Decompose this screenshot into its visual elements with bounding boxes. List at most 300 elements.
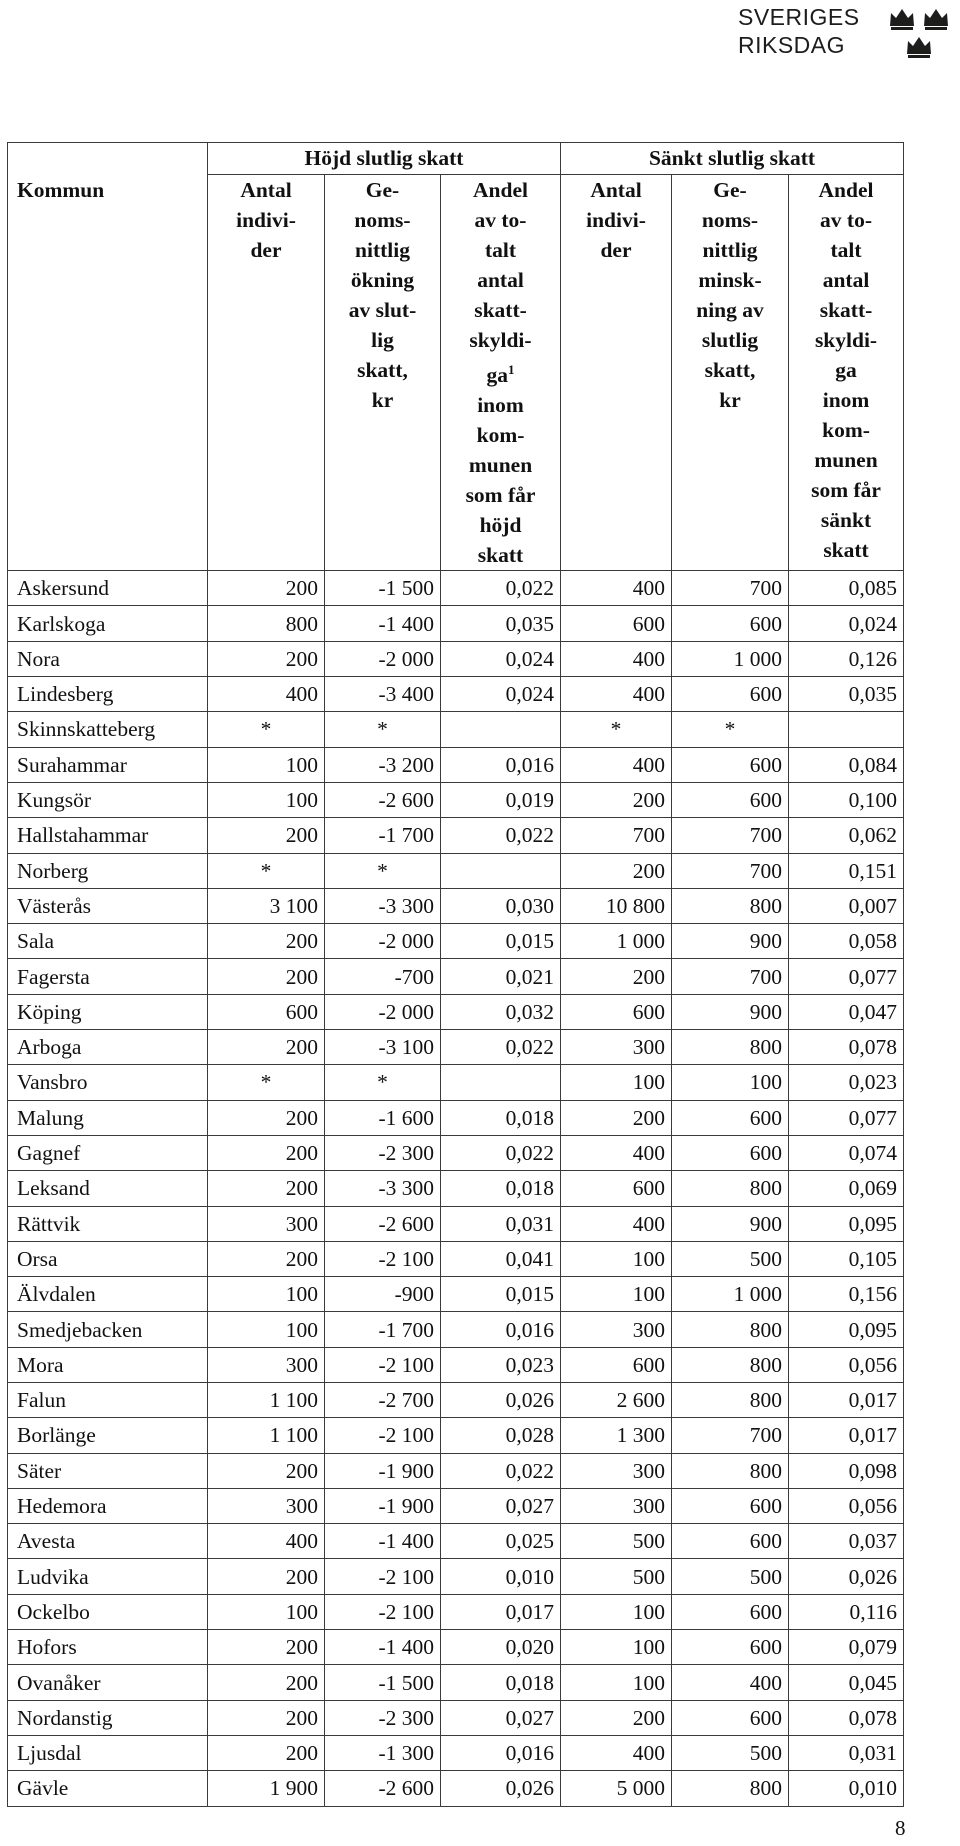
table-cell: 0,024 bbox=[441, 641, 561, 676]
table-cell: -2 000 bbox=[325, 641, 441, 676]
column-header-kommun: Kommun bbox=[8, 175, 208, 571]
table-cell: 200 bbox=[208, 1241, 325, 1276]
kommun-name-cell: Hofors bbox=[8, 1630, 208, 1665]
kommun-name-cell: Leksand bbox=[8, 1171, 208, 1206]
table-cell: * bbox=[208, 1065, 325, 1100]
table-cell: 600 bbox=[672, 677, 789, 712]
kommun-name-cell: Arboga bbox=[8, 1030, 208, 1065]
table-row bbox=[8, 1135, 904, 1170]
table-cell: 0,016 bbox=[441, 1312, 561, 1347]
table-cell: 600 bbox=[561, 1171, 672, 1206]
table-cell: -2 100 bbox=[325, 1241, 441, 1276]
table-cell: 400 bbox=[561, 641, 672, 676]
table-cell: -900 bbox=[325, 1277, 441, 1312]
logo-text-line1: SVERIGES bbox=[738, 4, 860, 30]
crown-icon bbox=[922, 6, 950, 30]
table-cell: 200 bbox=[561, 1100, 672, 1135]
table-cell: -1 900 bbox=[325, 1488, 441, 1523]
kommun-name-cell: Hallstahammar bbox=[8, 818, 208, 853]
table-cell: 0,041 bbox=[441, 1241, 561, 1276]
corner-cell bbox=[8, 143, 208, 175]
table-row bbox=[8, 1594, 904, 1629]
table-cell: 300 bbox=[561, 1488, 672, 1523]
table-cell: 600 bbox=[672, 1488, 789, 1523]
kommun-name-cell: Kungsör bbox=[8, 782, 208, 817]
kommun-name-cell: Askersund bbox=[8, 571, 208, 606]
table-cell: * bbox=[208, 853, 325, 888]
table-cell: 300 bbox=[208, 1206, 325, 1241]
table-cell: 300 bbox=[561, 1453, 672, 1488]
table-cell: 0,016 bbox=[441, 1735, 561, 1770]
table-cell: * bbox=[325, 712, 441, 747]
table-cell: 600 bbox=[561, 606, 672, 641]
table-cell: 0,078 bbox=[789, 1700, 904, 1735]
table-cell: 600 bbox=[672, 1630, 789, 1665]
table-row bbox=[8, 1418, 904, 1453]
table-cell: 200 bbox=[208, 1700, 325, 1735]
column-header-lowered-share: Andel av to- talt antal skatt- skyldi- ga inom kom- munen som får sänkt skatt bbox=[789, 175, 904, 571]
kommun-name-cell: Smedjebacken bbox=[8, 1312, 208, 1347]
table-cell: -2 100 bbox=[325, 1418, 441, 1453]
table-cell bbox=[441, 853, 561, 888]
column-header-raised-share: Andel av to- talt antal skatt- skyldi- $ga^1$ inom kom- munen som får höjd skatt bbox=[441, 175, 561, 571]
table-cell: 200 bbox=[208, 924, 325, 959]
table-cell: 0,031 bbox=[789, 1735, 904, 1770]
kommun-name-cell: Köping bbox=[8, 994, 208, 1029]
table-cell: 600 bbox=[672, 1700, 789, 1735]
table-cell: 600 bbox=[672, 1524, 789, 1559]
table-cell: -1 300 bbox=[325, 1735, 441, 1770]
table-cell: 0,026 bbox=[789, 1559, 904, 1594]
table-cell: 0,027 bbox=[441, 1700, 561, 1735]
table-cell: 0,010 bbox=[441, 1559, 561, 1594]
table-cell: 200 bbox=[208, 1030, 325, 1065]
table-cell: 0,035 bbox=[789, 677, 904, 712]
table-cell: 0,084 bbox=[789, 747, 904, 782]
kommun-name-cell: Borlänge bbox=[8, 1418, 208, 1453]
table-cell: 400 bbox=[672, 1665, 789, 1700]
column-header-raised-avg: Ge- noms- nittlig ökning av slut- lig skatt, kr bbox=[325, 175, 441, 571]
table-cell: 0,024 bbox=[441, 677, 561, 712]
logo-text-line2: RIKSDAG bbox=[738, 32, 846, 58]
table-cell: 800 bbox=[672, 1347, 789, 1382]
kommun-name-cell: Malung bbox=[8, 1100, 208, 1135]
kommun-name-cell: Lindesberg bbox=[8, 677, 208, 712]
table-cell: 200 bbox=[561, 959, 672, 994]
table-cell bbox=[441, 712, 561, 747]
table-cell: * bbox=[325, 853, 441, 888]
table-cell: 0,017 bbox=[789, 1418, 904, 1453]
table-cell: 200 bbox=[561, 782, 672, 817]
table-cell: 700 bbox=[672, 853, 789, 888]
table-row bbox=[8, 1382, 904, 1417]
table-cell: 200 bbox=[208, 1453, 325, 1488]
table-cell: 600 bbox=[672, 1100, 789, 1135]
table-cell: 600 bbox=[208, 994, 325, 1029]
table-cell: 800 bbox=[672, 1382, 789, 1417]
table-cell: 100 bbox=[208, 747, 325, 782]
kommun-name-cell: Ockelbo bbox=[8, 1594, 208, 1629]
table-cell: 700 bbox=[672, 571, 789, 606]
table-cell: 1 000 bbox=[561, 924, 672, 959]
table-cell: -2 100 bbox=[325, 1559, 441, 1594]
table-cell: 100 bbox=[208, 782, 325, 817]
table-cell: 0,025 bbox=[441, 1524, 561, 1559]
table-cell: 100 bbox=[208, 1594, 325, 1629]
table-cell: 800 bbox=[672, 1171, 789, 1206]
table-cell: 2 600 bbox=[561, 1382, 672, 1417]
table-cell: 200 bbox=[208, 1630, 325, 1665]
table-cell: 1 000 bbox=[672, 641, 789, 676]
table-cell: 900 bbox=[672, 994, 789, 1029]
table-cell: 200 bbox=[208, 1559, 325, 1594]
table-cell: -2 600 bbox=[325, 782, 441, 817]
table-cell: -3 400 bbox=[325, 677, 441, 712]
table-row bbox=[8, 1347, 904, 1382]
table-cell: -1 400 bbox=[325, 606, 441, 641]
kommun-name-cell: Avesta bbox=[8, 1524, 208, 1559]
table-cell: 200 bbox=[208, 1665, 325, 1700]
table-cell: 200 bbox=[208, 1171, 325, 1206]
kommun-name-cell: Sala bbox=[8, 924, 208, 959]
page-number: 8 bbox=[895, 1816, 906, 1840]
table-cell bbox=[441, 1065, 561, 1100]
table-cell: -2 300 bbox=[325, 1700, 441, 1735]
group-header-raised: Höjd slutlig skatt bbox=[208, 143, 561, 175]
group-header-lowered: Sänkt slutlig skatt bbox=[561, 143, 904, 175]
table-cell: 700 bbox=[561, 818, 672, 853]
kommun-name-cell: Ljusdal bbox=[8, 1735, 208, 1770]
table-row bbox=[8, 994, 904, 1029]
table-cell: 0,062 bbox=[789, 818, 904, 853]
table-cell: 0,030 bbox=[441, 888, 561, 923]
table-cell: -2 000 bbox=[325, 994, 441, 1029]
table-cell: 800 bbox=[672, 1030, 789, 1065]
table-cell: 100 bbox=[561, 1594, 672, 1629]
table-cell: * bbox=[672, 712, 789, 747]
column-header-row bbox=[8, 175, 904, 571]
kommun-name-cell: Västerås bbox=[8, 888, 208, 923]
kommun-name-cell: Fagersta bbox=[8, 959, 208, 994]
table-cell: 0,056 bbox=[789, 1488, 904, 1523]
table-cell: 100 bbox=[561, 1065, 672, 1100]
table-cell: 600 bbox=[561, 994, 672, 1029]
table-row bbox=[8, 853, 904, 888]
table-cell: 900 bbox=[672, 924, 789, 959]
table-row bbox=[8, 1665, 904, 1700]
table-cell: 0,077 bbox=[789, 959, 904, 994]
crown-icon bbox=[905, 34, 933, 58]
table-cell: 0,020 bbox=[441, 1630, 561, 1665]
table-cell: 300 bbox=[561, 1030, 672, 1065]
table-cell: 0,017 bbox=[441, 1594, 561, 1629]
table-cell: 700 bbox=[672, 818, 789, 853]
table-cell: 200 bbox=[208, 641, 325, 676]
table-cell: 100 bbox=[208, 1312, 325, 1347]
table-row bbox=[8, 1277, 904, 1312]
table-cell: 400 bbox=[561, 747, 672, 782]
table-row bbox=[8, 1630, 904, 1665]
table-cell: 0,098 bbox=[789, 1453, 904, 1488]
table-cell: 600 bbox=[672, 1135, 789, 1170]
table-cell: 0,151 bbox=[789, 853, 904, 888]
table-cell: 0,022 bbox=[441, 1030, 561, 1065]
table-cell: 0,018 bbox=[441, 1171, 561, 1206]
table-cell: 400 bbox=[561, 1735, 672, 1770]
table-cell: * bbox=[325, 1065, 441, 1100]
table-cell: 0,022 bbox=[441, 1135, 561, 1170]
table-cell: 0,037 bbox=[789, 1524, 904, 1559]
table-cell: -2 700 bbox=[325, 1382, 441, 1417]
table-cell: -3 300 bbox=[325, 888, 441, 923]
table-cell: 100 bbox=[561, 1665, 672, 1700]
table-cell: 600 bbox=[672, 782, 789, 817]
kommun-name-cell: Vansbro bbox=[8, 1065, 208, 1100]
table-cell: 0,156 bbox=[789, 1277, 904, 1312]
table-cell: 500 bbox=[561, 1524, 672, 1559]
table-row bbox=[8, 1771, 904, 1806]
table-cell: 5 000 bbox=[561, 1771, 672, 1806]
table-row bbox=[8, 747, 904, 782]
table-cell: 0,016 bbox=[441, 747, 561, 782]
table-cell: 400 bbox=[561, 1135, 672, 1170]
table-cell: 700 bbox=[672, 1418, 789, 1453]
column-header-raised-count: Antal indivi- der bbox=[208, 175, 325, 571]
table-cell: 0,021 bbox=[441, 959, 561, 994]
table-cell: 0,069 bbox=[789, 1171, 904, 1206]
kommun-name-cell: Falun bbox=[8, 1382, 208, 1417]
table-row bbox=[8, 959, 904, 994]
table-cell: 0,022 bbox=[441, 571, 561, 606]
table-cell: 1 100 bbox=[208, 1418, 325, 1453]
tax-change-table bbox=[7, 142, 904, 1807]
table-row bbox=[8, 1488, 904, 1523]
table-cell: 0,032 bbox=[441, 994, 561, 1029]
table-cell: 0,116 bbox=[789, 1594, 904, 1629]
table-cell: 0,007 bbox=[789, 888, 904, 923]
table-cell: 300 bbox=[208, 1347, 325, 1382]
table-cell: 0,047 bbox=[789, 994, 904, 1029]
table-row bbox=[8, 1453, 904, 1488]
table-cell: 0,074 bbox=[789, 1135, 904, 1170]
table-cell: -2 100 bbox=[325, 1347, 441, 1382]
table-cell: 0,078 bbox=[789, 1030, 904, 1065]
table-cell: 800 bbox=[672, 888, 789, 923]
table-cell bbox=[789, 712, 904, 747]
table-cell: 100 bbox=[672, 1065, 789, 1100]
table-row bbox=[8, 606, 904, 641]
table-cell: -3 200 bbox=[325, 747, 441, 782]
table-cell: 0,024 bbox=[789, 606, 904, 641]
table-cell: 0,077 bbox=[789, 1100, 904, 1135]
crown-icon bbox=[888, 6, 916, 30]
table-cell: 10 800 bbox=[561, 888, 672, 923]
table-row bbox=[8, 818, 904, 853]
table-cell: 1 000 bbox=[672, 1277, 789, 1312]
table-row bbox=[8, 1559, 904, 1594]
table-cell: -3 100 bbox=[325, 1030, 441, 1065]
table-cell: 900 bbox=[672, 1206, 789, 1241]
table-cell: 0,105 bbox=[789, 1241, 904, 1276]
table-cell: 100 bbox=[208, 1277, 325, 1312]
table-cell: 0,095 bbox=[789, 1312, 904, 1347]
table-cell: -2 300 bbox=[325, 1135, 441, 1170]
table-cell: 400 bbox=[561, 571, 672, 606]
table-cell: -2 000 bbox=[325, 924, 441, 959]
table-cell: 0,056 bbox=[789, 1347, 904, 1382]
table-cell: 0,022 bbox=[441, 818, 561, 853]
table-cell: 1 900 bbox=[208, 1771, 325, 1806]
table-cell: 200 bbox=[208, 571, 325, 606]
table-cell: 0,018 bbox=[441, 1100, 561, 1135]
table-row bbox=[8, 1312, 904, 1347]
kommun-name-cell: Nora bbox=[8, 641, 208, 676]
table-cell: 0,100 bbox=[789, 782, 904, 817]
table-cell: * bbox=[208, 712, 325, 747]
table-cell: 0,017 bbox=[789, 1382, 904, 1417]
table-row bbox=[8, 1700, 904, 1735]
table-cell: 100 bbox=[561, 1241, 672, 1276]
column-header-lowered-count: Antal indivi- der bbox=[561, 175, 672, 571]
kommun-name-cell: Ovanåker bbox=[8, 1665, 208, 1700]
kommun-name-cell: Karlskoga bbox=[8, 606, 208, 641]
kommun-name-cell: Älvdalen bbox=[8, 1277, 208, 1312]
table-cell: 0,023 bbox=[789, 1065, 904, 1100]
kommun-name-cell: Norberg bbox=[8, 853, 208, 888]
table-cell: 500 bbox=[561, 1559, 672, 1594]
table-row bbox=[8, 1206, 904, 1241]
table-cell: 600 bbox=[672, 1594, 789, 1629]
kommun-name-cell: Rättvik bbox=[8, 1206, 208, 1241]
table-row bbox=[8, 641, 904, 676]
table-cell: 0,035 bbox=[441, 606, 561, 641]
table-cell: 600 bbox=[561, 1347, 672, 1382]
table-cell: -700 bbox=[325, 959, 441, 994]
table-cell: 300 bbox=[561, 1312, 672, 1347]
kommun-name-cell: Ludvika bbox=[8, 1559, 208, 1594]
table-cell: 0,045 bbox=[789, 1665, 904, 1700]
table-cell: 800 bbox=[672, 1312, 789, 1347]
table-cell: 0,079 bbox=[789, 1630, 904, 1665]
table-cell: 1 100 bbox=[208, 1382, 325, 1417]
table-cell: 0,022 bbox=[441, 1453, 561, 1488]
table-row bbox=[8, 1735, 904, 1770]
table-cell: 500 bbox=[672, 1559, 789, 1594]
table-cell: 0,023 bbox=[441, 1347, 561, 1382]
table-cell: 200 bbox=[208, 1100, 325, 1135]
table-row bbox=[8, 1065, 904, 1100]
table-cell: 300 bbox=[208, 1488, 325, 1523]
kommun-name-cell: Gävle bbox=[8, 1771, 208, 1806]
table-cell: 400 bbox=[208, 1524, 325, 1559]
table-cell: -1 400 bbox=[325, 1630, 441, 1665]
table-cell: -1 500 bbox=[325, 571, 441, 606]
table-row bbox=[8, 1171, 904, 1206]
table-cell: -2 100 bbox=[325, 1594, 441, 1629]
table-cell: 0,031 bbox=[441, 1206, 561, 1241]
table-cell: 400 bbox=[561, 677, 672, 712]
kommun-name-cell: Nordanstig bbox=[8, 1700, 208, 1735]
table-row bbox=[8, 1030, 904, 1065]
table-cell: 100 bbox=[561, 1277, 672, 1312]
table-cell: 0,028 bbox=[441, 1418, 561, 1453]
table-cell: 400 bbox=[561, 1206, 672, 1241]
table-cell: 700 bbox=[672, 959, 789, 994]
table-cell: -1 900 bbox=[325, 1453, 441, 1488]
table-cell: 0,019 bbox=[441, 782, 561, 817]
table-row bbox=[8, 924, 904, 959]
table-cell: 0,027 bbox=[441, 1488, 561, 1523]
kommun-name-cell: Säter bbox=[8, 1453, 208, 1488]
table-cell: 100 bbox=[561, 1630, 672, 1665]
table-cell: 200 bbox=[208, 1735, 325, 1770]
riksdag-logo bbox=[738, 4, 954, 60]
kommun-name-cell: Gagnef bbox=[8, 1135, 208, 1170]
table-cell: 0,026 bbox=[441, 1382, 561, 1417]
table-cell: -2 600 bbox=[325, 1206, 441, 1241]
table-cell: -1 600 bbox=[325, 1100, 441, 1135]
table-cell: 0,085 bbox=[789, 571, 904, 606]
table-cell: 0,010 bbox=[789, 1771, 904, 1806]
table-cell: 200 bbox=[208, 818, 325, 853]
table-cell: 800 bbox=[672, 1453, 789, 1488]
table-cell: -1 500 bbox=[325, 1665, 441, 1700]
column-header-lowered-avg: Ge- noms- nittlig minsk- ning av slutlig skatt, kr bbox=[672, 175, 789, 571]
table-row bbox=[8, 677, 904, 712]
kommun-name-cell: Orsa bbox=[8, 1241, 208, 1276]
table-cell: 0,095 bbox=[789, 1206, 904, 1241]
table-cell: 0,015 bbox=[441, 924, 561, 959]
table-cell: * bbox=[561, 712, 672, 747]
table-row bbox=[8, 1524, 904, 1559]
kommun-name-cell: Skinnskatteberg bbox=[8, 712, 208, 747]
table-row bbox=[8, 571, 904, 606]
table-cell: 800 bbox=[208, 606, 325, 641]
table-cell: -1 700 bbox=[325, 818, 441, 853]
table-cell: 200 bbox=[561, 853, 672, 888]
table-cell: 400 bbox=[208, 677, 325, 712]
table-body bbox=[8, 571, 904, 1806]
table-cell: 500 bbox=[672, 1735, 789, 1770]
kommun-name-cell: Surahammar bbox=[8, 747, 208, 782]
table-row bbox=[8, 1100, 904, 1135]
table-cell: 600 bbox=[672, 606, 789, 641]
table-row bbox=[8, 1241, 904, 1276]
table-row bbox=[8, 782, 904, 817]
kommun-name-cell: Hedemora bbox=[8, 1488, 208, 1523]
table-cell: -2 600 bbox=[325, 1771, 441, 1806]
table-cell: 1 300 bbox=[561, 1418, 672, 1453]
table-cell: 800 bbox=[672, 1771, 789, 1806]
table-cell: 200 bbox=[208, 959, 325, 994]
table-cell: -3 300 bbox=[325, 1171, 441, 1206]
table-cell: 0,015 bbox=[441, 1277, 561, 1312]
table-row bbox=[8, 888, 904, 923]
table-cell: 3 100 bbox=[208, 888, 325, 923]
kommun-name-cell: Mora bbox=[8, 1347, 208, 1382]
table-row bbox=[8, 712, 904, 747]
table-cell: 0,126 bbox=[789, 641, 904, 676]
table-cell: -1 700 bbox=[325, 1312, 441, 1347]
table-cell: 0,026 bbox=[441, 1771, 561, 1806]
table-cell: -1 400 bbox=[325, 1524, 441, 1559]
table-cell: 200 bbox=[208, 1135, 325, 1170]
table-cell: 500 bbox=[672, 1241, 789, 1276]
table-cell: 0,018 bbox=[441, 1665, 561, 1700]
table-cell: 600 bbox=[672, 747, 789, 782]
table-cell: 200 bbox=[561, 1700, 672, 1735]
table-cell: 0,058 bbox=[789, 924, 904, 959]
